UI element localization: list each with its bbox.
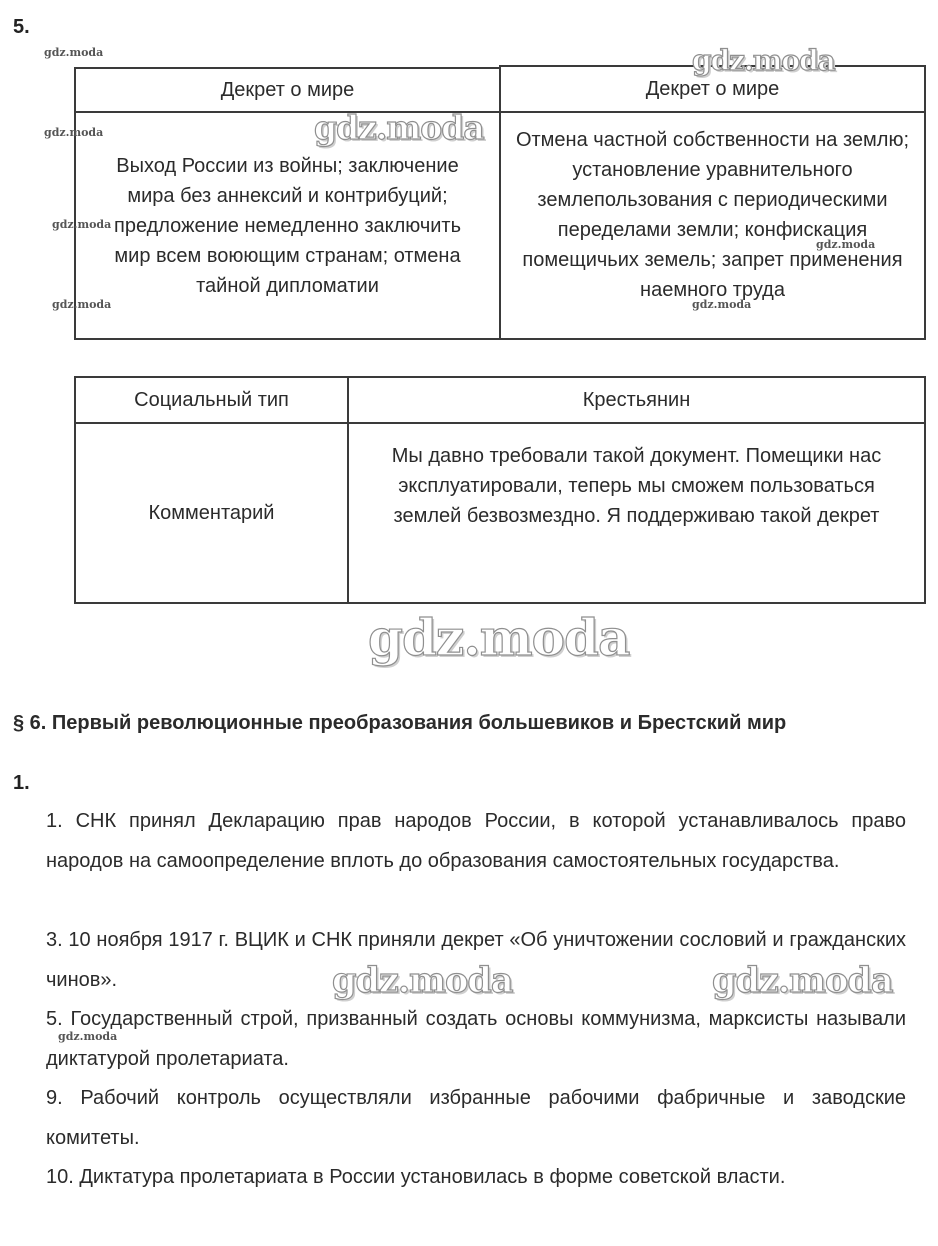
decree-left-body: Выход России из войны; заключение мира без аннексий и контрибуций; предложение немедленно заключить мир всем воюющим странам; отмена тайной дипломатии [113, 154, 461, 297]
social-type-label: Социальный тип [134, 389, 289, 411]
decree-right-header: Декрет о мире [645, 78, 780, 100]
watermark: gdz.moda [44, 126, 104, 139]
list-item: 9. Рабочий контроль осуществляли избранные рабочими фабричные и заводские комитеты. [46, 1087, 906, 1149]
table1-border [924, 65, 926, 340]
task-5-number: 5. [13, 16, 30, 38]
table2-border [924, 376, 926, 604]
watermark: gdz.moda [692, 298, 752, 311]
social-type-value: Крестьянин [582, 389, 691, 411]
comment-value: Мы давно требовали такой документ. Помещики нас эксплуатировали, теперь мы сможем пользоваться землей безвозмездно. Я поддерживаю такой декрет [391, 445, 882, 527]
section-title: § 6. Первый революционные преобразования большевиков и Брестский мир [13, 712, 787, 734]
watermark: gdz.moda [314, 108, 484, 147]
watermark: gdz.moda [52, 298, 112, 311]
watermark: gdz.moda [368, 608, 630, 667]
list-item: 10. Диктатура пролетариата в России установилась в форме советской власти. [46, 1166, 786, 1188]
watermark: gdz.moda [52, 218, 112, 231]
table2-border [74, 602, 926, 604]
decree-right-body: Отмена частной собственности на землю; установление уравнительного землепользования с периодическими переделами земли; конфискация помещичьих земель; запрет применения наемного труда [515, 129, 910, 301]
list-item: 3. 10 ноября 1917 г. ВЦИК и СНК приняли декрет «Об уничтожении сословий и гражданских чинов». [46, 929, 906, 991]
watermark: gdz.moda [692, 44, 835, 77]
watermark: gdz.moda [816, 238, 876, 251]
watermark: gdz.moda [44, 46, 104, 59]
list-item: 1. СНК принял Декларацию прав народов России, в которой устанавливалось право народов на самоопределение вплоть до образования самостоятельных государства. [46, 810, 906, 872]
task-1-number: 1. [13, 772, 30, 794]
decree-left-header: Декрет о мире [220, 79, 355, 101]
comment-label: Комментарий [148, 502, 275, 524]
list-item: 5. Государственный строй, призванный создать основы коммунизма, марксисты называли диктатурой пролетариата. [46, 1008, 906, 1070]
watermark: gdz.moda [58, 1030, 118, 1043]
watermark: gdz.moda [712, 960, 893, 1001]
watermark: gdz.moda [332, 960, 513, 1001]
